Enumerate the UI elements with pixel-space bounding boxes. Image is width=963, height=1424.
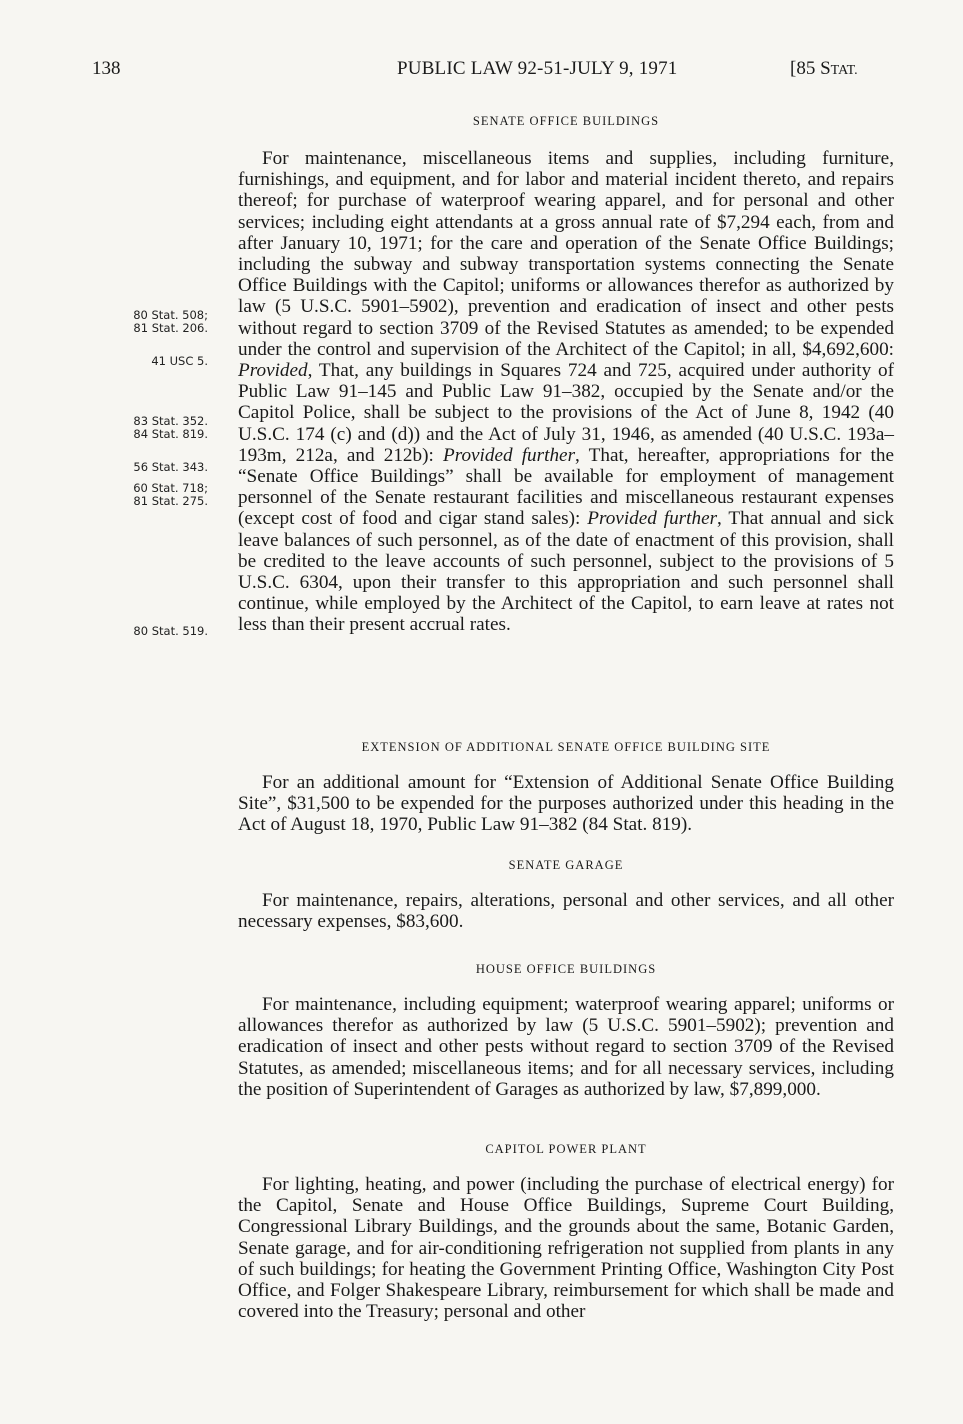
text-part: , That, any buildings in Squares 724 and 725, acquired under authority of Public Law 91–145 and Public Law 91–382, occupied by the Senate and/or the Capitol Police, shall be subject to the provisions of the Act of June 8, 1942 (40 U.S.C. 174 (c) and (d)) and the Act of July 31, 1946, as amended (40 U.S.C. 193a–193m, 212a, and 212b): — [238, 360, 894, 466]
proviso: Provided further — [442, 444, 576, 466]
page-number: 138 — [92, 58, 121, 79]
text-part: , That annual and sick leave balances of such personnel, as of the date of enactment of this provision, shall be credited to the leave accounts of such personnel, subject to the provisions of 5 U.S.C. 6304, upon their transfer to this appropriation and such personnel shall continue, while employed by the Architect of the Capitol, to earn leave at rates not less than their present accrual rates. — [238, 508, 894, 636]
margin-note — [58, 625, 208, 638]
statute-volume-suffix: TAT. — [830, 63, 858, 78]
section-text-senate-office-buildings — [238, 148, 894, 636]
section-text-extension-site: For an additional amount for “Extension of Additional Senate Office Building Site”, $31,500 to be expended for the purposes authorized under this heading in the Act of August 18, 1970, Public Law 91–382 (84 Stat. 819). — [238, 772, 894, 836]
margin-note — [58, 309, 208, 335]
proviso: Provided — [238, 360, 308, 382]
section-text-senate-garage: For maintenance, repairs, alterations, personal and other services, and all other necessary expenses, $83,600. — [238, 890, 894, 933]
section-heading-capitol-power-plant: CAPITOL POWER PLANT — [485, 1142, 647, 1156]
margin-note-line: 80 Stat. 519. — [133, 624, 208, 638]
page-title: PUBLIC LAW 92-51-JULY 9, 1971 — [397, 58, 678, 79]
section-heading-senate-garage: SENATE GARAGE — [508, 858, 624, 872]
text-part: For maintenance, miscellaneous items and supplies, including furniture, furnishings, and equipment, and for labor and material incident thereto, and repairs thereof; for purchase of waterproof wearing apparel, and for personal and other services; including eight attendants at a gross annual rate of $7,294 each, from and after January 10, 1971; for the care and operation of the Senate Office Buildings; including the subway and subway transportation systems connecting the Senate Office Buildings with the Capitol; uniforms or allowances therefor as authorized by law (5 U.S.C. 5901–5902), prevention and eradication of insect and other pests without regard to section 3709 of the Revised Statutes as amended; to be expended under the control and supervision of the Architect of the Capitol; in all, $4,692,600: — [238, 148, 894, 360]
section-heading-extension-site: EXTENSION OF ADDITIONAL SENATE OFFICE BUILDING SITE — [361, 740, 771, 754]
margin-note — [58, 461, 208, 474]
margin-note-line: 60 Stat. 718; — [133, 481, 208, 495]
margin-note-line: 56 Stat. 343. — [133, 460, 208, 474]
text-part: , That, hereafter, appropriations for the “Senate Office Buildings” shall be available for employment of management personnel of the Senate restaurant facilities and miscellaneous restaurant expenses (except cost of food and cigar stand sales): — [238, 444, 894, 530]
margin-note-line: 81 Stat. 275. — [133, 494, 208, 508]
statute-volume-prefix: [85 S — [790, 58, 831, 79]
section-heading-senate-office-buildings: SENATE OFFICE BUILDINGS — [472, 114, 660, 128]
margin-note — [58, 355, 208, 368]
margin-note — [58, 482, 208, 508]
page-header — [0, 58, 963, 88]
margin-note-line: 81 Stat. 206. — [133, 321, 208, 335]
section-text-capitol-power-plant: For lighting, heating, and power (including the purchase of electrical energy) for the Capitol, Senate and House Office Buildings, Supreme Court Building, Congressional Library Buildings, and the grounds about the same, Botanic Garden, Senate garage, and for air-conditioning refrigeration not supplied from plants in any of such buildings; for heating the Government Printing Office, Washington City Post Office, and Folger Shakespeare Library, reimbursement for which shall be made and covered into the Treasury; personal and other — [238, 1174, 894, 1323]
section-heading-house-office-buildings: HOUSE OFFICE BUILDINGS — [475, 962, 657, 976]
section-text-house-office-buildings: For maintenance, including equipment; waterproof wearing apparel; uniforms or allowances therefor as authorized by law (5 U.S.C. 5901–5902); prevention and eradication of insect and other pests without regard to section 3709 of the Revised Statutes, as amended; miscellaneous items; and for all necessary services, including the position of Superintendent of Garages as authorized by law, $7,899,000. — [238, 994, 894, 1100]
statute-volume — [790, 58, 858, 80]
margin-note-line: 41 USC 5. — [151, 354, 208, 368]
margin-note — [58, 415, 208, 441]
margin-note-line: 84 Stat. 819. — [133, 427, 208, 441]
margin-note-line: 83 Stat. 352. — [133, 414, 208, 428]
proviso: Provided further — [587, 508, 718, 530]
margin-note-line: 80 Stat. 508; — [133, 308, 208, 322]
